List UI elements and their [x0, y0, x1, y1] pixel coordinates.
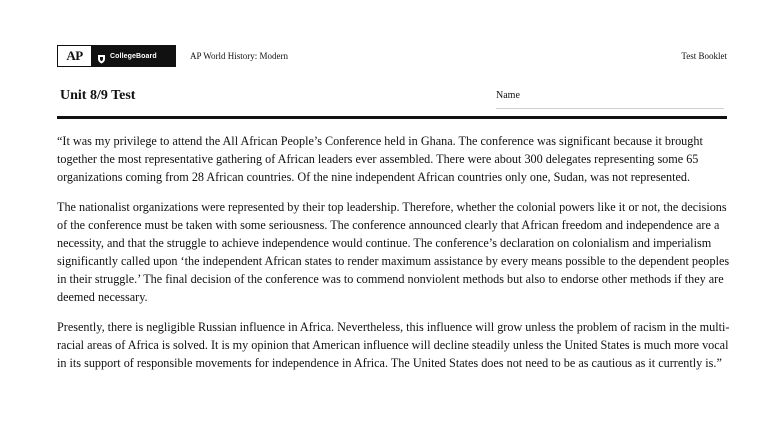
passage-paragraph-2: The nationalist organizations were represented by their top leadership. Therefore, whether the colonial powers like it or not, the decisions of the conference must be taken with some seriousness. The conference announced clearly that African freedom and independence are a necessity, and that the struggle to achieve independence would continue. The conference’s declaration on colonialism and imperialism significantly called upon ‘the independent African states to render maximum assistance by every means possible to the dependent peoples in their struggle.’ The final decision of the conference was to commend nonviolent methods but also to endorse other methods if they are deemed necessary.: [57, 200, 730, 304]
name-label: Name: [496, 90, 520, 101]
ap-collegeboard-logo: [57, 45, 176, 67]
acorn-icon: [97, 51, 106, 61]
passage-paragraph-3: Presently, there is negligible Russian influence in Africa. Nevertheless, this influence will grow unless the problem of racism in the multi-racial areas of Africa is solved. It is my opinion that American influence will decline steadily unless the United States is much more vocal in its support of responsible movements for independence in Africa. The United States does not need to be as cautious as it currently is.”: [57, 320, 730, 370]
course-title: AP World History: Modern: [190, 51, 289, 61]
collegeboard-logo: [92, 46, 175, 66]
test-title: Unit 8/9 Test: [60, 88, 136, 103]
ap-logo-text: AP: [58, 46, 92, 66]
collegeboard-logo-text: CollegeBoard: [110, 52, 157, 60]
header-divider: [57, 116, 727, 119]
booklet-label: Test Booklet: [681, 51, 727, 61]
source-passage: [57, 132, 737, 384]
name-field[interactable]: [496, 108, 724, 109]
passage-paragraph-1: “It was my privilege to attend the All African People’s Conference held in Ghana. The conference was significant because it brought together the most representative gathering of African leaders ever assembled. There were about 300 delegates representing some 65 organizations coming from 28 African countries. Of the nine independent African countries only one, Sudan, was not represented.: [57, 134, 703, 184]
